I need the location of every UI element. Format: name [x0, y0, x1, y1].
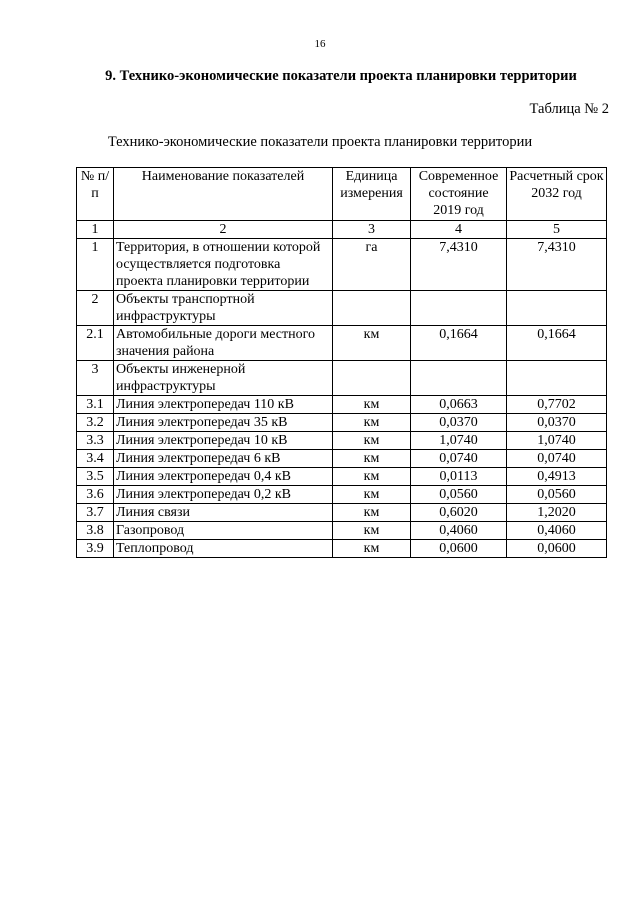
cell-name: Территория, в отношении которой осуществляется подготовка проекта планировки территории: [114, 239, 333, 291]
column-number: 1: [77, 221, 114, 239]
cell-current: 0,1664: [411, 326, 507, 361]
cell-estimated: [507, 291, 607, 326]
cell-name: Линия электропередач 0,2 кВ: [114, 486, 333, 504]
cell-number: 3.6: [77, 486, 114, 504]
cell-estimated: 7,4310: [507, 239, 607, 291]
cell-unit: км: [333, 432, 411, 450]
cell-unit: км: [333, 504, 411, 522]
cell-unit: км: [333, 540, 411, 558]
cell-name: Газопровод: [114, 522, 333, 540]
cell-current: 0,0560: [411, 486, 507, 504]
cell-name: Теплопровод: [114, 540, 333, 558]
cell-estimated: 0,4060: [507, 522, 607, 540]
table-row: [77, 326, 607, 361]
table-row: [77, 504, 607, 522]
cell-unit: км: [333, 522, 411, 540]
cell-unit: км: [333, 326, 411, 361]
cell-unit: га: [333, 239, 411, 291]
header-cell-number: № п/п: [77, 168, 114, 221]
cell-number: 3: [77, 361, 114, 396]
table-row: [77, 239, 607, 291]
section-heading: 9. Технико-экономические показатели проекта планировки территории: [105, 68, 577, 84]
cell-number: 2: [77, 291, 114, 326]
cell-estimated: 0,0560: [507, 486, 607, 504]
cell-current: 0,4060: [411, 522, 507, 540]
cell-current: [411, 361, 507, 396]
table-row: [77, 432, 607, 450]
cell-number: 3.5: [77, 468, 114, 486]
cell-name: Линия электропередач 10 кВ: [114, 432, 333, 450]
cell-unit: км: [333, 396, 411, 414]
table-reference: Таблица № 2: [529, 101, 609, 117]
table-row: [77, 361, 607, 396]
cell-estimated: 0,0600: [507, 540, 607, 558]
cell-number: 2.1: [77, 326, 114, 361]
cell-current: 0,0113: [411, 468, 507, 486]
cell-estimated: 0,1664: [507, 326, 607, 361]
column-number: 2: [114, 221, 333, 239]
table-row: [77, 450, 607, 468]
cell-name: Линия связи: [114, 504, 333, 522]
cell-name: Объекты инженерной инфраструктуры: [114, 361, 333, 396]
cell-number: 1: [77, 239, 114, 291]
cell-unit: км: [333, 414, 411, 432]
cell-current: 1,0740: [411, 432, 507, 450]
table-row: [77, 522, 607, 540]
cell-number: 3.9: [77, 540, 114, 558]
table-row: [77, 468, 607, 486]
cell-number: 3.4: [77, 450, 114, 468]
cell-current: 0,0663: [411, 396, 507, 414]
cell-name: Объекты транспортной инфраструктуры: [114, 291, 333, 326]
cell-estimated: 0,0740: [507, 450, 607, 468]
table-row: [77, 396, 607, 414]
cell-number: 3.2: [77, 414, 114, 432]
cell-current: 0,0370: [411, 414, 507, 432]
table-body: [77, 239, 607, 558]
column-number: 4: [411, 221, 507, 239]
cell-current: 0,6020: [411, 504, 507, 522]
cell-current: 0,0740: [411, 450, 507, 468]
cell-number: 3.8: [77, 522, 114, 540]
cell-estimated: 1,2020: [507, 504, 607, 522]
cell-estimated: 1,0740: [507, 432, 607, 450]
table-row: [77, 291, 607, 326]
cell-name: Линия электропередач 0,4 кВ: [114, 468, 333, 486]
header-cell-unit: Единица измерения: [333, 168, 411, 221]
header-cell-current: Современное состояние 2019 год: [411, 168, 507, 221]
cell-unit: [333, 291, 411, 326]
cell-estimated: [507, 361, 607, 396]
column-number: 5: [507, 221, 607, 239]
table-header-row: [77, 168, 607, 221]
table-row: [77, 486, 607, 504]
cell-current: 0,0600: [411, 540, 507, 558]
column-numbering-row: [77, 221, 607, 239]
indicators-table: [76, 167, 607, 558]
page-number: 16: [314, 38, 326, 50]
column-number: 3: [333, 221, 411, 239]
cell-name: Линия электропередач 35 кВ: [114, 414, 333, 432]
table-row: [77, 540, 607, 558]
cell-estimated: 0,7702: [507, 396, 607, 414]
cell-number: 3.3: [77, 432, 114, 450]
cell-estimated: 0,4913: [507, 468, 607, 486]
cell-number: 3.7: [77, 504, 114, 522]
cell-unit: [333, 361, 411, 396]
table-caption: Технико-экономические показатели проекта планировки территории: [107, 134, 533, 150]
cell-unit: км: [333, 486, 411, 504]
cell-number: 3.1: [77, 396, 114, 414]
header-cell-estimated: Расчетный срок 2032 год: [507, 168, 607, 221]
cell-name: Автомобильные дороги местного значения района: [114, 326, 333, 361]
header-cell-name: Наименование показателей: [114, 168, 333, 221]
cell-estimated: 0,0370: [507, 414, 607, 432]
table-row: [77, 414, 607, 432]
cell-name: Линия электропередач 6 кВ: [114, 450, 333, 468]
cell-name: Линия электропередач 110 кВ: [114, 396, 333, 414]
cell-current: [411, 291, 507, 326]
cell-current: 7,4310: [411, 239, 507, 291]
cell-unit: км: [333, 468, 411, 486]
cell-unit: км: [333, 450, 411, 468]
